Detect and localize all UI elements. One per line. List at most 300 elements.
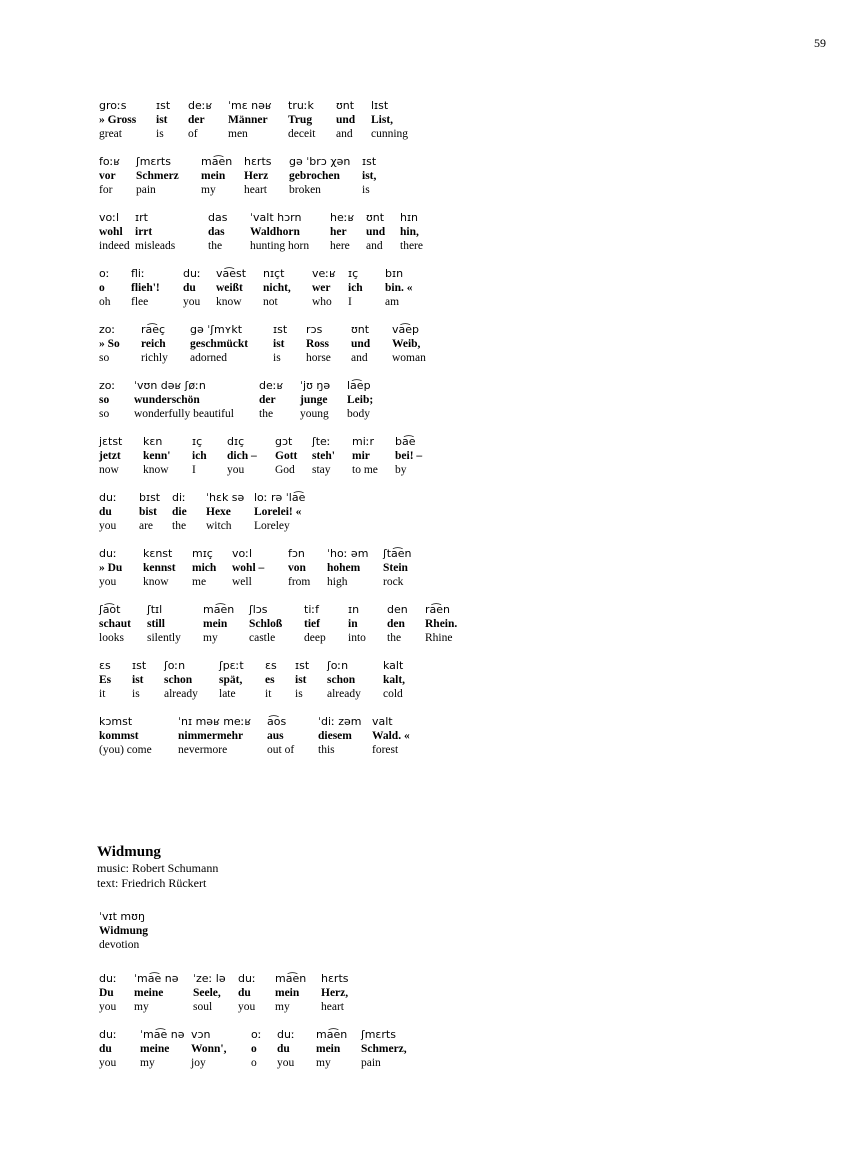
german-word: steh' (312, 450, 335, 462)
word-gloss (193, 972, 226, 1014)
ipa-transcription: ˈjʊ ŋə (300, 379, 331, 392)
german-word: du (99, 506, 112, 518)
english-gloss: and (366, 240, 383, 252)
german-word: wohl – (232, 562, 265, 574)
ipa-transcription: mɪç (192, 547, 213, 560)
word-gloss (321, 972, 348, 1014)
word-gloss (188, 99, 212, 141)
ipa-transcription: ʃmɛrts (136, 155, 171, 168)
german-word: Weib, (392, 338, 421, 350)
english-gloss: know (143, 464, 169, 476)
song-header (97, 843, 218, 891)
ipa-transcription: bɪst (139, 491, 161, 504)
english-gloss: to me (352, 464, 378, 476)
ipa-transcription: va͡ep (392, 323, 420, 336)
english-gloss: you (99, 520, 117, 532)
ipa-transcription: gə ˈʃmʏkt (190, 323, 243, 336)
english-gloss: high (327, 576, 348, 588)
word-gloss (387, 603, 408, 645)
english-gloss: know (143, 576, 169, 588)
ipa-transcription: zoː (99, 323, 116, 336)
song-poet: text: Friedrich Rückert (97, 876, 207, 890)
english-gloss: and (351, 352, 368, 364)
english-gloss: who (312, 296, 332, 308)
word-gloss (99, 435, 122, 477)
german-word: flieh'! (131, 282, 160, 294)
word-gloss (251, 1028, 261, 1070)
english-gloss: richly (141, 352, 168, 364)
german-word: o (99, 282, 105, 294)
german-word: meine (140, 1043, 170, 1055)
english-gloss: my (316, 1057, 331, 1069)
ipa-transcription: ˈma͡e nə (140, 1028, 185, 1041)
word-gloss (347, 379, 373, 421)
word-gloss (275, 435, 297, 477)
english-gloss: my (275, 1001, 290, 1013)
german-word: kommst (99, 730, 139, 742)
english-gloss: is (295, 688, 303, 700)
english-gloss: heart (321, 1001, 344, 1013)
stanza-line (0, 603, 864, 659)
english-gloss: my (134, 1001, 149, 1013)
ipa-transcription: ʃa͡ot (99, 603, 121, 616)
word-gloss (190, 323, 248, 365)
ipa-transcription: ɛs (265, 659, 277, 672)
english-gloss: is (362, 184, 370, 196)
ipa-transcription: ˈnɪ məʁ meːʁ (178, 715, 252, 728)
ipa-transcription: duː (238, 972, 256, 985)
english-gloss: is (273, 352, 281, 364)
ipa-transcription: ʃpɛːt (219, 659, 244, 672)
english-gloss: broken (289, 184, 321, 196)
ipa-transcription: ɪst (132, 659, 147, 672)
german-word: Leib; (347, 394, 374, 406)
ipa-transcription: heːʁ (330, 211, 355, 224)
german-word: Gott (275, 450, 298, 462)
stanza-line (0, 972, 864, 1028)
song-composer: music: Robert Schumann (97, 861, 219, 875)
english-gloss: for (99, 184, 113, 196)
german-word: ist (295, 674, 307, 686)
english-gloss: is (156, 128, 164, 140)
german-word: Trug (288, 114, 313, 126)
german-word: Es (99, 674, 112, 686)
word-gloss (383, 659, 405, 701)
word-gloss (143, 547, 176, 589)
word-gloss (216, 267, 246, 309)
english-gloss: horse (306, 352, 331, 364)
german-word: » Gross (99, 114, 137, 126)
ipa-transcription: ɪn (348, 603, 360, 616)
german-word: Wonn', (191, 1043, 227, 1055)
word-gloss (99, 99, 136, 141)
ipa-transcription: ɪst (273, 323, 288, 336)
english-gloss: flee (131, 296, 149, 308)
word-gloss (312, 435, 335, 477)
ipa-transcription: oː (251, 1028, 262, 1041)
word-gloss (99, 715, 152, 757)
word-gloss (99, 910, 148, 952)
english-gloss: by (395, 464, 407, 476)
german-word: so (99, 394, 110, 406)
german-word: ich (348, 282, 363, 294)
ipa-transcription: bɪn (385, 267, 404, 280)
german-word: von (288, 562, 306, 574)
word-gloss (327, 659, 361, 701)
ipa-transcription: hɛrts (244, 155, 272, 168)
word-gloss (192, 547, 216, 589)
word-gloss (348, 603, 366, 645)
german-word: » So (99, 338, 120, 350)
stanza-line (0, 379, 864, 435)
german-word: kenn' (143, 450, 171, 462)
word-gloss (362, 155, 376, 197)
word-gloss (273, 323, 287, 365)
word-gloss (336, 99, 355, 141)
word-gloss (361, 1028, 407, 1070)
word-gloss (238, 972, 256, 1014)
english-gloss: rock (383, 576, 404, 588)
english-gloss: you (99, 1001, 117, 1013)
word-gloss (99, 491, 117, 533)
word-gloss (99, 1028, 117, 1070)
german-word: der (188, 114, 205, 126)
english-gloss: woman (392, 352, 426, 364)
english-gloss: me (192, 576, 207, 588)
english-gloss: late (219, 688, 236, 700)
stanza-line (0, 715, 864, 771)
word-gloss (250, 211, 309, 253)
word-gloss (134, 379, 234, 421)
ipa-transcription: ɪst (156, 99, 171, 112)
german-word: » Du (99, 562, 123, 574)
english-gloss: cold (383, 688, 403, 700)
word-gloss (203, 603, 234, 645)
ipa-transcription: kɛn (143, 435, 163, 448)
word-gloss (385, 267, 413, 309)
german-word: wunderschön (134, 394, 200, 406)
english-gloss: o (251, 1057, 257, 1069)
ipa-transcription: hɛrts (321, 972, 349, 985)
song-title: Widmung (97, 844, 161, 860)
ipa-transcription: ˈvɪt mʊŋ (99, 910, 145, 923)
german-word: und (336, 114, 356, 126)
english-gloss: great (99, 128, 122, 140)
german-word: nimmermehr (178, 730, 244, 742)
english-gloss: you (99, 1057, 117, 1069)
english-gloss: it (265, 688, 272, 700)
ipa-transcription: va͡est (216, 267, 247, 280)
english-gloss: you (183, 296, 201, 308)
word-gloss (140, 1028, 184, 1070)
word-gloss (312, 267, 336, 309)
ipa-transcription: ʃteː (312, 435, 331, 448)
word-gloss (267, 715, 294, 757)
ipa-transcription: vɔn (191, 1028, 211, 1041)
stanza-line (0, 547, 864, 603)
english-gloss: this (318, 744, 335, 756)
german-word: du (277, 1043, 290, 1055)
ipa-transcription: ˈmɛ nəʁ (228, 99, 272, 112)
german-word: irrt (135, 226, 153, 238)
ipa-transcription: duː (99, 491, 117, 504)
word-gloss (143, 435, 171, 477)
widmung-stanzas (0, 910, 864, 1084)
english-gloss: deep (304, 632, 326, 644)
word-gloss (425, 603, 457, 645)
word-gloss (400, 211, 423, 253)
word-gloss (147, 603, 181, 645)
german-word: o (251, 1043, 257, 1055)
ipa-transcription: ʃmɛrts (361, 1028, 396, 1041)
stanza-line (0, 211, 864, 267)
german-word: in (348, 618, 358, 630)
english-gloss: the (259, 408, 274, 420)
english-gloss: my (203, 632, 218, 644)
german-word: hin, (400, 226, 419, 238)
word-gloss (131, 267, 160, 309)
ipa-transcription: den (387, 603, 408, 616)
ipa-transcription: kalt (383, 659, 404, 672)
ipa-transcription: ɪst (362, 155, 377, 168)
word-gloss (254, 491, 305, 533)
english-gloss: stay (312, 464, 331, 476)
ipa-transcription: truːk (288, 99, 314, 112)
ipa-transcription: duː (99, 972, 117, 985)
ipa-transcription: ma͡en (201, 155, 233, 168)
english-gloss: the (172, 520, 187, 532)
ipa-transcription: deːʁ (259, 379, 284, 392)
word-gloss (208, 211, 227, 253)
ipa-transcription: foːʁ (99, 155, 120, 168)
ipa-transcription: duː (99, 1028, 117, 1041)
word-gloss (348, 267, 363, 309)
ipa-transcription: rɔs (306, 323, 323, 336)
word-gloss (206, 491, 244, 533)
german-word: mein (203, 618, 228, 630)
english-gloss: witch (206, 520, 232, 532)
english-gloss: of (188, 128, 198, 140)
german-word: Hexe (206, 506, 231, 518)
german-word: tief (304, 618, 320, 630)
word-gloss (265, 659, 277, 701)
english-gloss: my (201, 184, 216, 196)
ipa-transcription: voːl (232, 547, 253, 560)
ipa-transcription: fɔn (288, 547, 305, 560)
stanza-line (0, 1028, 864, 1084)
german-word: Stein (383, 562, 408, 574)
german-word: bist (139, 506, 157, 518)
ipa-transcription: duː (277, 1028, 295, 1041)
english-gloss: so (99, 408, 110, 420)
english-gloss: my (140, 1057, 155, 1069)
word-gloss (351, 323, 370, 365)
ipa-transcription: ɪst (295, 659, 310, 672)
ipa-transcription: voːl (99, 211, 120, 224)
german-word: Widmung (99, 925, 149, 937)
word-gloss (288, 547, 310, 589)
english-gloss: am (385, 296, 400, 308)
german-word: geschmückt (190, 338, 249, 350)
stanza-line (0, 155, 864, 211)
english-gloss: heart (244, 184, 267, 196)
german-word: kalt, (383, 674, 406, 686)
german-word: und (351, 338, 371, 350)
word-gloss (164, 659, 198, 701)
english-gloss: is (132, 688, 140, 700)
german-word: mein (201, 170, 226, 182)
ipa-transcription: la͡ep (347, 379, 371, 392)
german-word: die (172, 506, 187, 518)
german-word: aus (267, 730, 284, 742)
english-gloss: I (348, 296, 352, 308)
german-word: weißt (216, 282, 243, 294)
word-gloss (135, 211, 175, 253)
german-word: spät, (219, 674, 243, 686)
german-word: still (147, 618, 165, 630)
english-gloss: into (348, 632, 366, 644)
german-word: Seele, (193, 987, 221, 999)
word-gloss (201, 155, 232, 197)
german-word: meine (134, 987, 164, 999)
word-gloss (263, 267, 291, 309)
word-gloss (352, 435, 378, 477)
word-gloss (99, 972, 117, 1014)
word-gloss (318, 715, 362, 757)
word-gloss (141, 323, 168, 365)
ipa-transcription: gə ˈbrɔ χən (289, 155, 351, 168)
ipa-transcription: fliː (131, 267, 145, 280)
stanza-line (0, 491, 864, 547)
ipa-transcription: dɪç (227, 435, 245, 448)
word-gloss (99, 659, 111, 701)
ipa-transcription: ʊnt (366, 211, 385, 224)
english-gloss: pain (361, 1057, 381, 1069)
ipa-transcription: ma͡en (203, 603, 235, 616)
word-gloss (156, 99, 170, 141)
stanza-line (0, 659, 864, 715)
german-word: du (99, 1043, 112, 1055)
ipa-transcription: oː (99, 267, 110, 280)
ipa-transcription: lɪst (371, 99, 389, 112)
ipa-transcription: jɛtst (99, 435, 123, 448)
english-gloss: Rhine (425, 632, 453, 644)
ipa-transcription: ʃtɪl (147, 603, 163, 616)
english-gloss: not (263, 296, 278, 308)
title-gloss-line (0, 910, 864, 972)
english-gloss: from (288, 576, 311, 588)
word-gloss (304, 603, 326, 645)
word-gloss (99, 211, 130, 253)
word-gloss (371, 99, 408, 141)
german-word: Herz (244, 170, 269, 182)
ipa-transcription: ra͡en (425, 603, 451, 616)
english-gloss: pain (136, 184, 156, 196)
german-word: kennst (143, 562, 176, 574)
german-word: schon (164, 674, 193, 686)
ipa-transcription: ʊnt (336, 99, 355, 112)
german-word: vor (99, 170, 116, 182)
ipa-transcription: a͡os (267, 715, 287, 728)
word-gloss (249, 603, 282, 645)
word-gloss (139, 491, 160, 533)
german-word: der (259, 394, 276, 406)
german-word: schaut (99, 618, 131, 630)
english-gloss: looks (99, 632, 124, 644)
ipa-transcription: deːʁ (188, 99, 213, 112)
word-gloss (192, 435, 207, 477)
word-gloss (288, 99, 315, 141)
word-gloss (289, 155, 350, 197)
english-gloss: out of (267, 744, 295, 756)
english-gloss: you (227, 464, 245, 476)
word-gloss (219, 659, 244, 701)
word-gloss (227, 435, 257, 477)
ipa-transcription: ʃta͡en (383, 547, 412, 560)
ipa-transcription: kɛnst (143, 547, 173, 560)
ipa-transcription: kɔmst (99, 715, 133, 728)
german-word: bei! – (395, 450, 423, 462)
ipa-transcription: veːʁ (312, 267, 336, 280)
english-gloss: now (99, 464, 119, 476)
word-gloss (372, 715, 410, 757)
english-gloss: indeed (99, 240, 130, 252)
ipa-transcription: ʃlɔs (249, 603, 268, 616)
english-gloss: and (336, 128, 353, 140)
german-word: gebrochen (289, 170, 340, 182)
ipa-transcription: ˈzeː lə (193, 972, 226, 985)
ipa-transcription: valt (372, 715, 393, 728)
german-word: jetzt (99, 450, 121, 462)
english-gloss: body (347, 408, 370, 420)
ipa-transcription: ˈhɛk sə (206, 491, 245, 504)
english-gloss: the (208, 240, 223, 252)
ipa-transcription: ma͡en (316, 1028, 348, 1041)
ipa-transcription: ˈdiː zəm (318, 715, 362, 728)
word-gloss (316, 1028, 347, 1070)
ipa-transcription: ʊnt (351, 323, 370, 336)
english-gloss: the (387, 632, 402, 644)
ipa-transcription: loː rə ˈla͡e (254, 491, 306, 504)
ipa-transcription: ˈvalt hɔrn (250, 211, 302, 224)
english-gloss: here (330, 240, 350, 252)
word-gloss (172, 491, 187, 533)
german-word: diesem (318, 730, 352, 742)
german-word: du (183, 282, 196, 294)
word-gloss (99, 155, 120, 197)
german-word: Männer (228, 114, 268, 126)
english-gloss: Loreley (254, 520, 290, 532)
word-gloss (327, 547, 368, 589)
german-word: her (330, 226, 347, 238)
german-word: mir (352, 450, 370, 462)
english-gloss: already (327, 688, 361, 700)
stanza-line (0, 435, 864, 491)
german-word: junge (300, 394, 328, 406)
english-gloss: God (275, 464, 295, 476)
ipa-transcription: groːs (99, 99, 127, 112)
word-gloss (136, 155, 179, 197)
word-gloss (132, 659, 146, 701)
word-gloss (191, 1028, 226, 1070)
word-gloss (99, 379, 115, 421)
english-gloss: deceit (288, 128, 316, 140)
ipa-transcription: ˈvʊn dəʁ ʃøːn (134, 379, 206, 392)
ipa-transcription: ʃoːn (327, 659, 349, 672)
word-gloss (183, 267, 201, 309)
german-word: Waldhorn (250, 226, 300, 238)
german-word: bin. « (385, 282, 413, 294)
